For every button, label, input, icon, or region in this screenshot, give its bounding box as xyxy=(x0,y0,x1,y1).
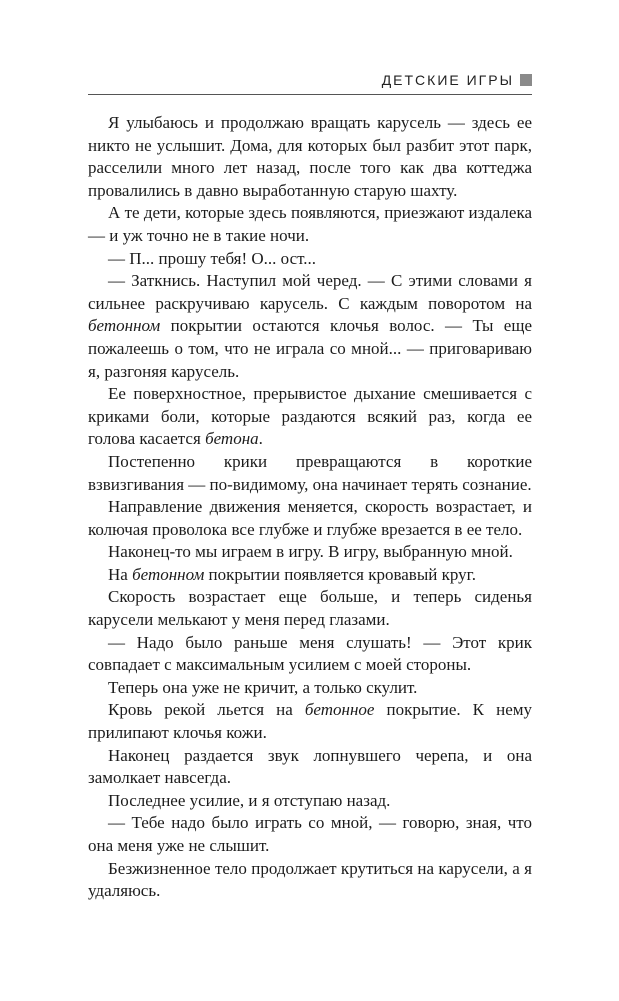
paragraph: Скорость возрастает еще больше, и теперь сиденья карусели мелькают у меня перед глазами. xyxy=(88,587,532,630)
paragraph: Постепенно крики превращаются в короткие взвизгивания — по-видимому, она начинает терять сознание. xyxy=(88,451,532,494)
italic-word: бетонное xyxy=(304,700,375,720)
square-ornament-icon xyxy=(520,74,532,86)
page-header xyxy=(88,64,532,95)
paragraph: Теперь она уже не кричит, а только скулит. xyxy=(108,677,418,697)
italic-word: бетона xyxy=(205,429,259,449)
paragraph: — Надо было раньше меня слушать! — Этот крик совпадает с максимальным усилием с моей стороны. xyxy=(88,632,532,675)
paragraph: Наконец раздается звук лопнувшего черепа, и она замолкает навсегда. xyxy=(88,745,532,788)
paragraph: Безжизненное тело продолжает крутиться на карусели, а я удаляюсь. xyxy=(88,858,532,901)
paragraph: — Тебе надо было играть со мной, — говорю, зная, что она меня уже не слышит. xyxy=(88,813,532,855)
paragraph: Направление движения меняется, скорость возрастает, и колючая проволока все глубже и глубже врезается в ее тело. xyxy=(88,497,532,539)
italic-word: бетонном xyxy=(88,316,161,336)
paragraph: Ее поверхностное, прерывистое дыхание смешивается с криками боли, которые раздаются всякий раз, когда ее голова касается бетона. xyxy=(88,384,532,449)
body-text xyxy=(88,112,532,903)
paragraph: А те дети, которые здесь появляются, приезжают издалека — и уж точно не в такие ночи. xyxy=(88,203,532,245)
running-title: ДЕТСКИЕ ИГРЫ xyxy=(381,72,514,88)
paragraph: — П... прошу тебя! О... ост... xyxy=(108,248,317,268)
paragraph: Я улыбаюсь и продолжаю вращать карусель — здесь ее никто не услышит. Дома, для которых был разбит этот парк, расселили много лет назад, после того как два коттеджа провалились в давно выработанную старую шахту. xyxy=(88,113,532,200)
paragraph: Последнее усилие, и я отступаю назад. xyxy=(108,790,391,810)
paragraph: Кровь рекой льется на бетонное покрытие. К нему прилипают клочья кожи. xyxy=(88,700,532,743)
paragraph: — Заткнись. Наступил мой черед. — С этими словами я сильнее раскручиваю карусель. С каждым поворотом на бетонном покрытии остаются клочья волос. — Ты еще пожалеешь о том, что не играла со мной... — приговариваю я, разгоняя карусель. xyxy=(88,271,532,381)
italic-word: бетонном xyxy=(132,564,205,584)
paragraph: Наконец-то мы играем в игру. В игру, выбранную мной. xyxy=(108,542,513,562)
paragraph: На бетонном покрытии появляется кровавый круг. xyxy=(108,564,476,584)
